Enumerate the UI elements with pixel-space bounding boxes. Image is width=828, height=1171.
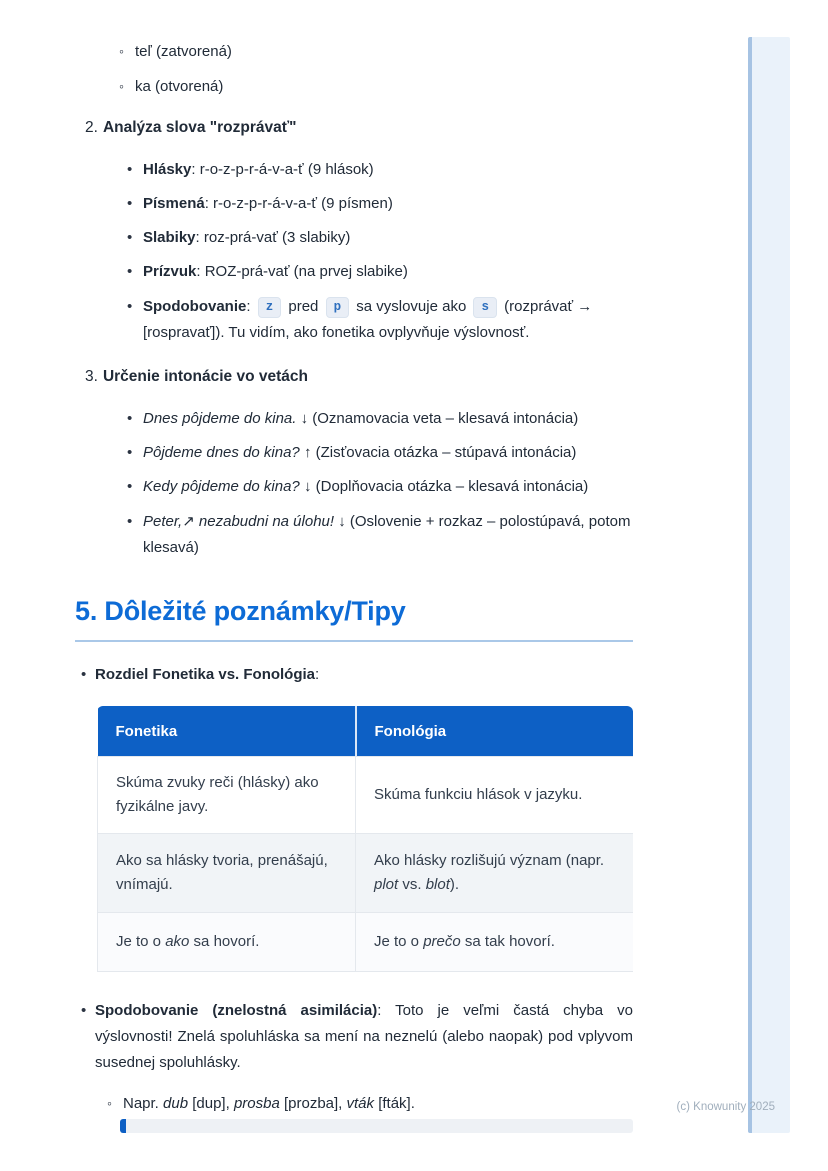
list-item-text: pred — [284, 298, 323, 315]
list-item-text: ka (otvorená) — [135, 78, 224, 95]
list-item-text: : ROZ-prá-vať (na prvej slabike) — [196, 263, 408, 280]
analysis-list — [75, 158, 633, 346]
table-cell-text: sa tak hovorí. — [460, 933, 555, 950]
list-item-label: Slabiky — [143, 229, 196, 246]
table-cell-text: ). — [449, 876, 460, 893]
list-item-label: Spodobovanie — [143, 298, 247, 315]
list-item-text: [prozba], — [279, 1095, 347, 1112]
list-item-text: ↓ (Doplňovacia otázka – klesavá intonácia) — [299, 478, 589, 495]
list-item-examples — [75, 1092, 633, 1115]
list-item-text: : Toto je veľmi častá chyba vo výslovnosti! Znelá spoluhláska sa mení na neznelú (alebo naopak) pod vplyvom susednej spoluhlásky. — [95, 1002, 633, 1071]
list-item — [75, 441, 633, 464]
list-item-spodobovanie — [75, 294, 633, 346]
list-item — [75, 192, 633, 215]
page-content — [75, 40, 633, 1115]
list-item — [75, 40, 633, 63]
list-item-text: : — [315, 666, 320, 683]
list-item-text: ↓ (Oslovenie + rozkaz – polostúpavá, potom klesavá) — [143, 513, 631, 556]
list-item-spodobovanie-tip — [75, 998, 633, 1076]
table-cell-italic: blot — [425, 876, 450, 893]
table-cell: Skúma zvuky reči (hlásky) ako fyzikálne javy. — [98, 757, 356, 834]
list-item — [75, 509, 633, 561]
example-sentence: Peter,↗ nezabudni na úlohu! — [143, 513, 335, 530]
table-header-cell: Fonológia — [356, 706, 634, 757]
page-title-section5: 5. Dôležité poznámky/Tipy — [75, 596, 406, 626]
list-item — [75, 158, 633, 181]
table-row — [98, 757, 634, 834]
list-item-label: Prízvuk — [143, 263, 197, 280]
table-header-cell: Fonetika — [98, 706, 356, 757]
list-item — [75, 475, 633, 498]
example-sentence: Dnes pôjdeme do kina. — [143, 410, 297, 427]
inline-code-badge: p — [326, 297, 350, 318]
list-item — [75, 260, 633, 283]
list-item-text: sa vyslovuje ako — [352, 298, 471, 315]
list-item-text: teľ (zatvorená) — [135, 43, 232, 60]
example-word: prosba — [233, 1095, 280, 1112]
list-item-rozdiel — [75, 662, 633, 688]
section-number: 3. — [85, 368, 98, 385]
list-item-text: ↓ (Oznamovacia veta – klesavá intonácia) — [296, 410, 579, 427]
list-item-text: [fták]. — [374, 1095, 415, 1112]
intonation-list — [75, 407, 633, 561]
table-cell-italic: plot — [374, 876, 399, 893]
list-item — [75, 75, 633, 98]
list-item-text: : r-o-z-p-r-á-v-a-ť (9 hlások) — [191, 161, 374, 178]
list-item-text: [dup], — [188, 1095, 234, 1112]
comparison-table — [97, 706, 633, 972]
section-divider — [75, 640, 633, 642]
list-item-text: : r-o-z-p-r-á-v-a-ť (9 písmen) — [204, 195, 393, 212]
list-item-label: Rozdiel Fonetika vs. Fonológia — [95, 666, 316, 683]
list-item-label: Hlásky — [143, 161, 192, 178]
table-cell: Skúma funkciu hlások v jazyku. — [356, 757, 634, 834]
table-cell — [356, 913, 634, 972]
table-cell — [98, 913, 356, 972]
tips-list — [75, 662, 633, 688]
example-word: vták — [346, 1095, 375, 1112]
table-cell-text: Je to o — [116, 933, 166, 950]
list-item-text: Napr. — [123, 1095, 164, 1112]
list-item — [75, 226, 633, 249]
list-item-label: Písmená — [143, 195, 205, 212]
table-row — [98, 834, 634, 913]
table-cell-text: vs. — [398, 876, 426, 893]
section-number: 2. — [85, 119, 98, 136]
example-sub-list — [75, 1092, 633, 1115]
inline-code-badge: s — [473, 297, 497, 318]
section-heading-3 — [75, 365, 633, 388]
list-item — [75, 407, 633, 430]
table-cell-italic: prečo — [423, 933, 461, 950]
section-heading-2 — [75, 116, 633, 139]
sub-list — [75, 40, 633, 98]
list-item-text: : — [246, 298, 255, 315]
page-edge-band — [748, 37, 790, 1133]
section-title: Analýza slova "rozprávať" — [102, 119, 297, 136]
table-cell-text: Je to o — [374, 933, 424, 950]
table-row — [98, 913, 634, 972]
table-cell-text: Ako hlásky rozlišujú význam (napr. — [374, 852, 605, 869]
comparison-table-wrapper — [97, 706, 633, 972]
table-cell: Ako sa hlásky tvoria, prenášajú, vnímajú. — [98, 834, 356, 913]
example-sentence: Pôjdeme dnes do kina? — [143, 444, 300, 461]
footer-copyright: (c) Knowunity 2025 — [676, 1101, 775, 1113]
example-block — [75, 1092, 633, 1115]
table-cell — [356, 834, 634, 913]
section-title: Určenie intonácie vo vetách — [102, 368, 308, 385]
list-item-text: : roz-prá-vať (3 slabiky) — [195, 229, 351, 246]
tips-list-2 — [75, 998, 633, 1076]
list-item-text: ↑ (Zisťovacia otázka – stúpavá intonácia) — [299, 444, 577, 461]
table-header-row — [98, 706, 634, 757]
table-cell-italic: ako — [165, 933, 190, 950]
example-sentence: Kedy pôjdeme do kina? — [143, 478, 300, 495]
table-cell-text: sa hovorí. — [189, 933, 260, 950]
example-word: dub — [163, 1095, 189, 1112]
list-item-text: (rozprávať → [rospravať]). Tu vidím, ako fonetika ovplyvňuje výslovnosť. — [143, 298, 593, 341]
inline-code-badge: z — [258, 297, 282, 318]
blockquote-top-edge — [120, 1119, 633, 1133]
list-item-label: Spodobovanie (znelostná asimilácia) — [95, 1002, 378, 1019]
